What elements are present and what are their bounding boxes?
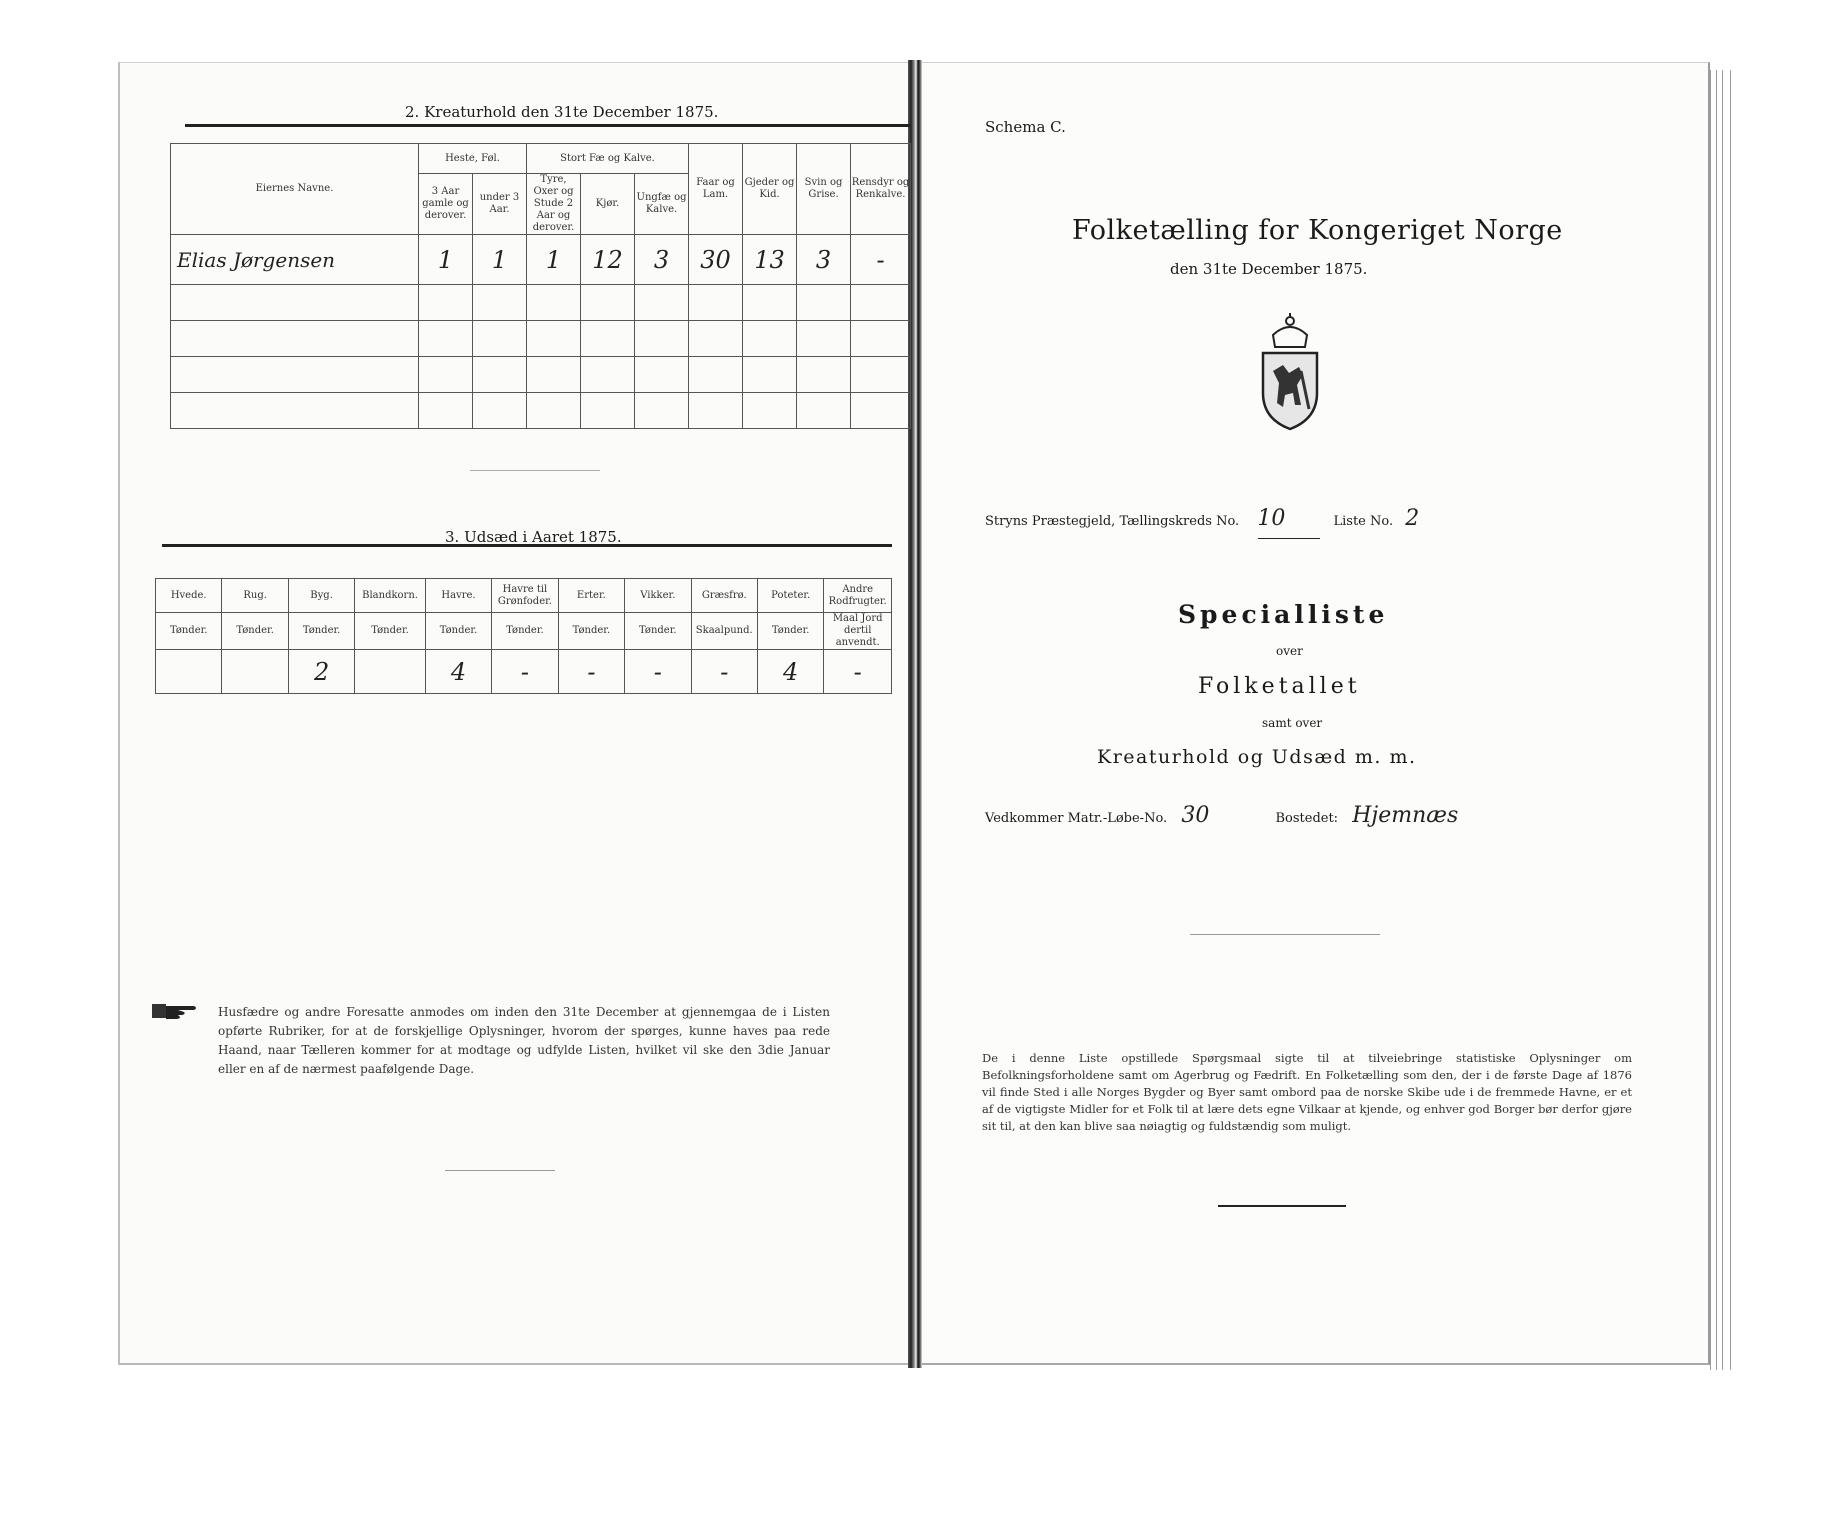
- matr-line: [985, 803, 1458, 828]
- seed-col-other-roots: Andre Rodfrugter.: [824, 579, 892, 613]
- document-date: den 31te December 1875.: [1170, 260, 1368, 278]
- matr-label: Vedkommer Matr.-Løbe-No.: [985, 811, 1168, 826]
- livestock-top-rule: [185, 124, 910, 127]
- seed-value: -: [558, 650, 624, 694]
- seed-unit: Tønder.: [492, 613, 558, 650]
- col-cattle-bulls: Tyre, Oxer og Stude 2 Aar og derover.: [527, 174, 581, 235]
- seed-unit: Tønder.: [558, 613, 624, 650]
- footer-divider: [445, 1170, 555, 1171]
- seed-col-mixed-grain: Blandkorn.: [355, 579, 425, 613]
- seed-value: [156, 650, 222, 694]
- cell-value: -: [851, 235, 911, 285]
- closing-rule: [1218, 1205, 1346, 1207]
- district-line: [985, 506, 1419, 531]
- schema-label: Schema C.: [985, 118, 1066, 136]
- col-cattle-cows: Kjør.: [581, 174, 635, 235]
- col-owner: Eiernes Navne.: [171, 144, 419, 235]
- pointing-hand-icon: [150, 1000, 200, 1022]
- livestock-table: [170, 143, 911, 429]
- seed-unit: Tønder.: [156, 613, 222, 650]
- section-divider: [470, 470, 600, 471]
- seed-unit: Tønder.: [625, 613, 691, 650]
- explanation-text: De i denne Liste opstillede Spørgsmaal sigte til at tilveiebringe statistiske Oplysninger om Befolkningsforholdene samt om Agerbrug og Fædrift. En Folketælling som den, der i de første Dage af 1876 vil finde Sted i alle Norges Bygder og Byer samt ombord paa de norske Skibe ude i de fremmede Havne, er et af de vigtigste Midler for et Folk til at lære dets egne Vilkaar at kjende, og enhver god Borger bør derfor gjøre sit til, at den kan blive saa nøiagtig og fuldstændig som muligt.: [982, 1051, 1632, 1133]
- seed-col-grass-seed: Græsfrø.: [691, 579, 757, 613]
- seed-unit: Tønder.: [288, 613, 354, 650]
- table-row: [156, 650, 892, 694]
- specialliste-heading: Specialliste: [1178, 600, 1389, 629]
- matr-value: 30: [1181, 803, 1210, 828]
- seed-unit: Tønder.: [425, 613, 491, 650]
- seed-value: -: [824, 650, 892, 694]
- seed-col-rye: Rug.: [222, 579, 288, 613]
- circle-value: 10: [1257, 506, 1286, 531]
- col-pigs: Svin og Grise.: [797, 144, 851, 235]
- seed-heading: 3. Udsæd i Aaret 1875.: [445, 528, 622, 546]
- list-label: Liste No.: [1333, 514, 1394, 529]
- right-page: [918, 62, 1710, 1365]
- seed-col-oats: Havre.: [425, 579, 491, 613]
- seed-unit: Tønder.: [355, 613, 425, 650]
- col-goats: Gjeder og Kid.: [743, 144, 797, 235]
- table-row: [171, 357, 911, 393]
- list-value: 2: [1405, 506, 1420, 531]
- seed-value: [355, 650, 425, 694]
- table-row: [171, 235, 911, 285]
- col-horses-adult: 3 Aar gamle og derover.: [419, 174, 473, 235]
- seed-value: -: [691, 650, 757, 694]
- seed-unit: Skaalpund.: [691, 613, 757, 650]
- seed-unit: Maal Jord dertil anvendt.: [824, 613, 892, 650]
- table-row: [171, 285, 911, 321]
- table-row: [171, 393, 911, 429]
- cell-value: 3: [797, 235, 851, 285]
- cell-value: 13: [743, 235, 797, 285]
- seed-value: 4: [757, 650, 823, 694]
- seed-value: -: [625, 650, 691, 694]
- seed-unit: Tønder.: [222, 613, 288, 650]
- cell-value: 3: [635, 235, 689, 285]
- parish-label: Præstegjeld,: [1031, 514, 1116, 529]
- seed-unit: Tønder.: [757, 613, 823, 650]
- samt-over-label: samt over: [1262, 716, 1323, 730]
- kreaturhold-heading: Kreaturhold og Udsæd m. m.: [1097, 746, 1417, 768]
- col-horses-young: under 3 Aar.: [473, 174, 527, 235]
- cell-value: 1: [473, 235, 527, 285]
- short-rule: [1258, 538, 1320, 539]
- norwegian-lion-coat-of-arms-icon: [1255, 313, 1325, 431]
- seed-col-barley: Byg.: [288, 579, 354, 613]
- parish-name: Stryns: [985, 514, 1028, 529]
- owner-name: Elias Jørgensen: [171, 235, 419, 285]
- cell-value: 1: [419, 235, 473, 285]
- mid-rule: [1190, 934, 1380, 935]
- col-cattle: Stort Fæ og Kalve.: [527, 144, 689, 174]
- seed-col-wheat: Hvede.: [156, 579, 222, 613]
- document-title: Folketælling for Kongeriget Norge: [1072, 215, 1563, 246]
- col-reindeer: Rensdyr og Renkalve.: [851, 144, 911, 235]
- seed-col-peas: Erter.: [558, 579, 624, 613]
- col-cattle-young: Ungfæ og Kalve.: [635, 174, 689, 235]
- seed-col-oats-fodder: Havre til Grønfoder.: [492, 579, 558, 613]
- bostedet-label: Bostedet:: [1275, 811, 1339, 826]
- circle-label: Tællingskreds No.: [1119, 514, 1240, 529]
- table-row: [171, 321, 911, 357]
- seed-top-rule: [162, 544, 892, 547]
- over-label: over: [1276, 644, 1303, 658]
- seed-value: 4: [425, 650, 491, 694]
- cell-value: 30: [689, 235, 743, 285]
- col-horses: Heste, Føl.: [419, 144, 527, 174]
- page-edge-stack: [1708, 70, 1738, 1370]
- seed-value: [222, 650, 288, 694]
- seed-value: -: [492, 650, 558, 694]
- bostedet-value: Hjemnæs: [1352, 803, 1459, 828]
- seed-table: [155, 578, 892, 694]
- seed-col-vetch: Vikker.: [625, 579, 691, 613]
- livestock-heading: 2. Kreaturhold den 31te December 1875.: [405, 103, 719, 121]
- notice-text: Husfædre og andre Foresatte anmodes om inden den 31te December at gjennemgaa de i Listen opførte Rubriker, for at de forskjellige Oplysninger, hvorom der spørges, kunne haves paa rede Haand, naar Tælleren kommer for at modtage og udfylde Listen, hvilket vil ske den 3die Januar eller en af de nærmest paafølgende Dage.: [218, 1005, 830, 1076]
- col-sheep: Faar og Lam.: [689, 144, 743, 235]
- seed-value: 2: [288, 650, 354, 694]
- cell-value: 12: [581, 235, 635, 285]
- seed-col-potatoes: Poteter.: [757, 579, 823, 613]
- cell-value: 1: [527, 235, 581, 285]
- folketallet-heading: Folketallet: [1198, 674, 1361, 699]
